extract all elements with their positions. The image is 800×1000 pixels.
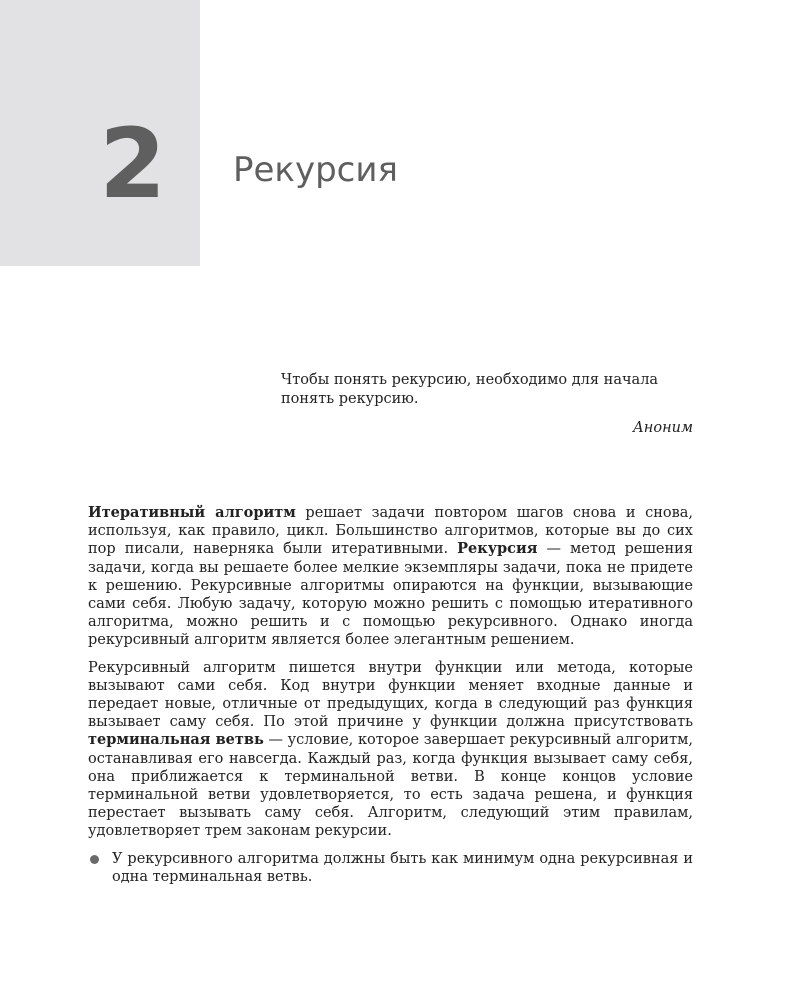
epigraph-author: Аноним: [632, 420, 693, 436]
epigraph-quote: Чтобы понять рекурсию, необходимо для начала понять рекурсию.: [281, 372, 659, 407]
chapter-body: [88, 504, 693, 886]
body-paragraph-2: [88, 659, 693, 841]
chapter-number-block: [0, 0, 200, 266]
paragraph-2-text-b: — условие, которое завершает рекурсивный алгоритм, останавливая его навсегда. Каждый раз, когда функция вызывает саму себя, она приближается к терминальной ветви. В конце концов условие терминальной ветви удовлетворяется, то есть задача решена, и функция перестает вызывать саму себя. Алгоритм, следующий этим правилам, удовлетворяет трем законам рекурсии.: [88, 732, 693, 840]
body-paragraph-1: [88, 504, 693, 650]
recursion-laws-list: [88, 850, 693, 886]
bullet-dot-icon: [90, 855, 99, 864]
list-item-text: У рекурсивного алгоритма должны быть как минимум одна рекурсивная и одна терминальная ветвь.: [112, 850, 693, 885]
paragraph-2-text-a: Рекурсивный алгоритм пишется внутри функции или метода, которые вызывают сами себя. Код внутри функции меняет входные данные и передает новые, отличные от предыдущих, когда в следующий раз функция вызывает саму себя. По этой причине у функции должна присутствовать: [88, 659, 693, 731]
chapter-title: Рекурсия: [233, 150, 398, 190]
epigraph: [281, 371, 693, 438]
term-base-case: терминальная ветвь: [88, 731, 264, 749]
paragraph-1-text-a: решает задачи повтором шагов снова и снова, используя, как правило, цикл. Большинство алгоритмов, которые вы до сих пор писали, наверняка были итеративными.: [88, 505, 694, 558]
chapter-number: 2: [99, 108, 166, 220]
term-recursion: Рекурсия: [457, 540, 538, 558]
paragraph-1-text-b: — метод решения задачи, когда вы решаете более мелкие экземпляры задачи, пока не придете к решению. Рекурсивные алгоритмы опираются на функции, вызывающие сами себя. Любую задачу, которую можно решить с помощью итеративного алгоритма, можно решить и с помощью рекурсивного. Однако иногда рекурсивный алгоритм является более элегантным решением.: [88, 541, 693, 649]
term-iterative-algorithm: Итеративный алгоритм: [88, 504, 296, 521]
list-item: [88, 850, 693, 886]
